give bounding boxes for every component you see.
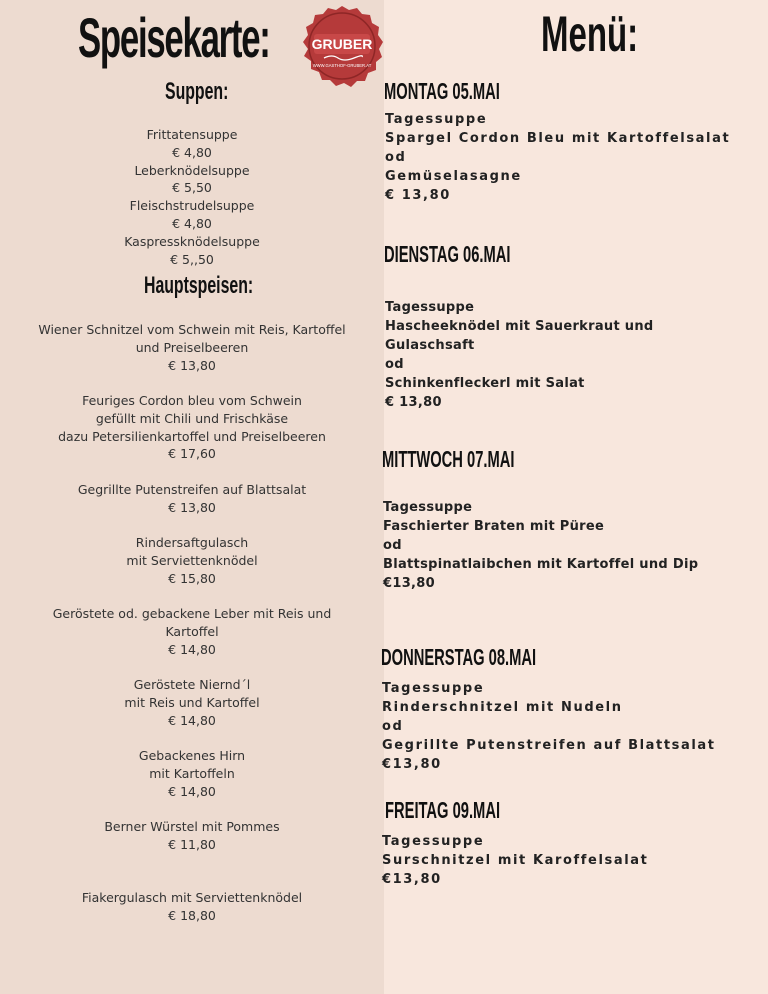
menu-line: Hascheeknödel mit Sauerkraut und <box>385 319 654 334</box>
dish-line: und Preiselbeeren <box>135 339 249 355</box>
dish-price: € 18,80 <box>168 907 216 923</box>
hauptspeise-item <box>0 889 384 925</box>
menu-line: Tagessuppe <box>385 300 475 315</box>
dish-price: € 13,80 <box>168 357 216 373</box>
dish-line: Geröstete Niernd´l <box>133 677 251 692</box>
dish-price: € 14,80 <box>168 641 216 657</box>
menu-line: Tagessuppe <box>385 112 488 127</box>
menu-price: € 13,80 <box>385 188 451 203</box>
dish-line: Berner Würstel mit Pommes <box>104 819 280 834</box>
day-heading-dienstag: DIENSTAG 06.MAI <box>384 241 511 267</box>
menu-line: Gemüselasagne <box>385 169 522 184</box>
dish-price: € 13,80 <box>168 499 216 515</box>
hauptspeise-item <box>0 818 384 854</box>
day-heading-mittwoch: MITTWOCH 07.MAI <box>382 446 515 472</box>
logo-url: WWW.GASTHOF-GRUBER.AT <box>312 63 372 68</box>
hauptspeise-item <box>0 392 384 463</box>
menu-line: od <box>383 538 402 553</box>
suppe-price: € 4,80 <box>172 144 212 160</box>
day-menu-montag <box>385 110 730 205</box>
menu-line: Gegrillte Putenstreifen auf Blattsalat <box>382 738 716 753</box>
menu-line: od <box>385 150 407 165</box>
dish-line: mit Serviettenknödel <box>126 552 258 568</box>
dish-line: dazu Petersilienkartoffel und Preiselbeeren <box>58 428 326 444</box>
dish-line: gefüllt mit Chili und Frischkäse <box>95 410 289 426</box>
dish-line: mit Kartoffeln <box>149 765 235 781</box>
menu-line: Tagessuppe <box>382 681 485 696</box>
hauptspeise-item <box>0 321 384 374</box>
hauptspeise-item <box>0 534 384 587</box>
day-menu-mittwoch <box>383 498 698 593</box>
dish-line: Fiakergulasch mit Serviettenknödel <box>81 890 303 905</box>
day-menu-freitag <box>382 832 649 889</box>
menue-title: Menü: <box>541 6 639 62</box>
menu-line: Surschnitzel mit Karoffelsalat <box>382 853 649 868</box>
dish-price: € 11,80 <box>168 836 216 852</box>
dish-line: Geröstete od. gebackene Leber mit Reis und <box>52 606 332 621</box>
suppen-list <box>0 126 384 268</box>
menu-line: Rinderschnitzel mit Nudeln <box>382 700 623 715</box>
suppe-item: Kaspressknödelsuppe <box>124 233 260 249</box>
suppe-price: € 5,,50 <box>170 251 214 267</box>
menu-line: Tagessuppe <box>382 834 485 849</box>
suppe-item: Leberknödelsuppe <box>134 162 250 178</box>
menu-line: Gulaschsaft <box>385 338 475 353</box>
day-menu-donnerstag <box>382 679 716 774</box>
hauptspeise-item <box>0 481 384 517</box>
suppe-item: Frittatensuppe <box>146 127 238 142</box>
hauptspeisen-heading: Hauptspeisen: <box>144 272 254 299</box>
menu-line: od <box>385 357 404 372</box>
suppe-price: € 4,80 <box>172 215 212 231</box>
dish-line: Gebackenes Hirn <box>138 748 246 763</box>
dish-line: Rindersaftgulasch <box>135 535 249 550</box>
dish-line: mit Reis und Kartoffel <box>124 694 260 710</box>
suppe-item: Fleischstrudelsuppe <box>129 198 255 214</box>
hauptspeise-item <box>0 676 384 729</box>
day-heading-montag: MONTAG 05.MAI <box>384 78 500 104</box>
gruber-logo <box>300 4 384 88</box>
suppen-heading: Suppen: <box>165 78 229 105</box>
day-heading-donnerstag: DONNERSTAG 08.MAI <box>381 644 537 670</box>
day-heading-freitag: FREITAG 09.MAI <box>385 797 501 823</box>
dish-price: € 15,80 <box>168 570 216 586</box>
menu-price: € 13,80 <box>385 395 442 410</box>
day-menu-dienstag <box>385 298 654 412</box>
dish-line: Feuriges Cordon bleu vom Schwein <box>82 393 302 408</box>
menu-line: Spargel Cordon Bleu mit Kartoffelsalat <box>385 131 731 146</box>
dish-price: € 14,80 <box>168 712 216 728</box>
menu-line: Blattspinatlaibchen mit Kartoffel und Dip <box>383 557 699 572</box>
menu-price: €13,80 <box>382 757 442 772</box>
menu-line: Faschierter Braten mit Püree <box>383 519 605 534</box>
hauptspeise-item <box>0 747 384 800</box>
dish-price: € 14,80 <box>168 783 216 799</box>
menu-line: Schinkenfleckerl mit Salat <box>385 376 585 391</box>
dish-line: Kartoffel <box>165 623 219 639</box>
suppe-price: € 5,50 <box>172 180 212 196</box>
dish-line: Gegrillte Putenstreifen auf Blattsalat <box>77 482 307 497</box>
dish-line: Wiener Schnitzel vom Schwein mit Reis, Kartoffel <box>38 322 346 337</box>
menu-price: €13,80 <box>382 872 442 887</box>
menu-price: €13,80 <box>383 576 435 591</box>
menu-line: Tagessuppe <box>383 500 473 515</box>
logo-name: GRUBER <box>311 36 373 52</box>
menu-line: od <box>382 719 404 734</box>
speisekarte-title: Speisekarte: <box>78 6 270 69</box>
dish-price: € 17,60 <box>168 446 216 462</box>
hauptspeise-item <box>0 605 384 658</box>
